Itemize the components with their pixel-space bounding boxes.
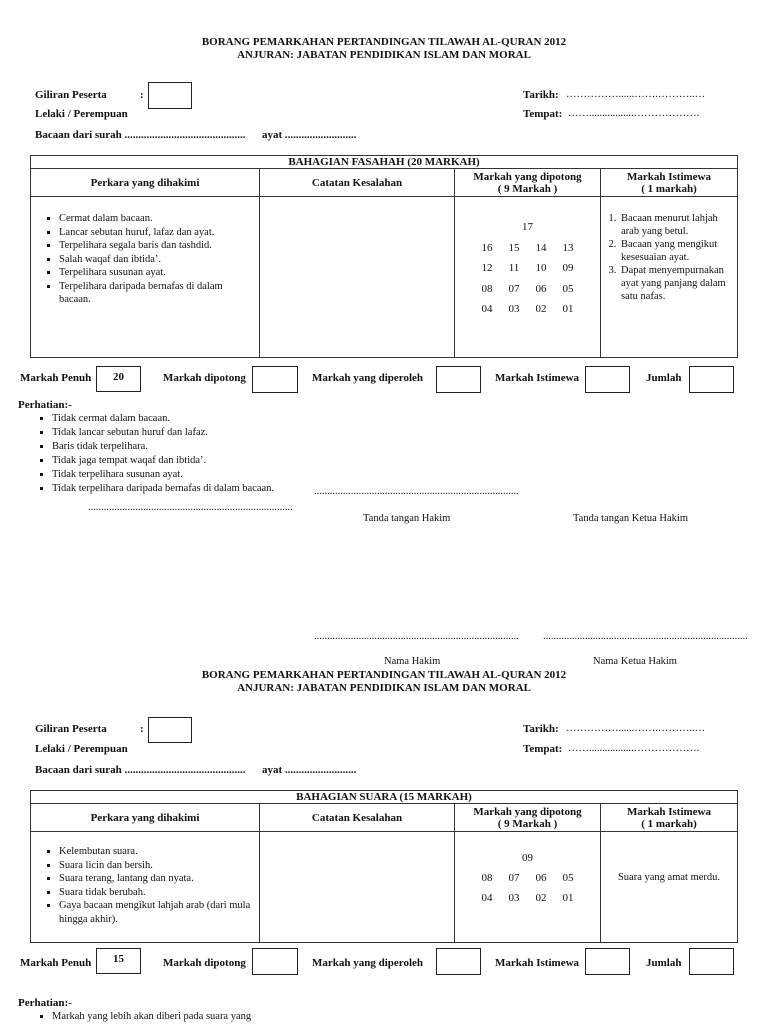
deduct-cell-2 bbox=[455, 832, 601, 943]
criteria-cell bbox=[31, 197, 260, 358]
special-header-line2: ( 1 markah) bbox=[641, 182, 697, 195]
special-header-line1: Markah Istimewa bbox=[626, 805, 712, 818]
jumlah-label: Jumlah bbox=[646, 372, 682, 384]
signature-ketua-label: Tanda tangan Ketua Hakim bbox=[573, 513, 689, 524]
form1-title: BORANG PEMARKAHAN PERTANDINGAN TILAWAH AL-QURAN 2012 bbox=[201, 36, 567, 48]
markah-dipotong-box-2[interactable] bbox=[252, 948, 298, 975]
special-text: Suara yang amat merdu. bbox=[617, 872, 721, 883]
markah-diperoleh-box-2[interactable] bbox=[436, 948, 481, 975]
ayat-field[interactable]: ayat .......................... bbox=[262, 129, 357, 141]
jumlah-label-2: Jumlah bbox=[646, 957, 682, 969]
deduct-value[interactable]: 09 bbox=[562, 262, 574, 274]
deduct-value[interactable]: 01 bbox=[562, 303, 574, 315]
form2-subtitle: ANJURAN: JABATAN PENDIDIKAN ISLAM DAN MORAL bbox=[237, 682, 531, 694]
deduct-header-line1: Markah yang dipotong bbox=[473, 170, 582, 183]
nama-hakim-line[interactable]: .............................................................................. bbox=[314, 631, 519, 642]
note-item: ▪ Tidak terpelihara susunan ayat. bbox=[52, 468, 520, 482]
deduct-value[interactable]: 11 bbox=[508, 262, 520, 274]
criteria-item: ▪ Kelembutan suara. bbox=[59, 845, 251, 859]
note-item: ▪ Tidak cermat dalam bacaan. bbox=[52, 412, 520, 426]
suara-section-title: BAHAGIAN SUARA (15 MARKAH) bbox=[31, 791, 738, 804]
tempat-label-2: Tempat: bbox=[523, 743, 563, 755]
note-item: ▪ Markah yang lebih akan diberi pada suara yang bbox=[52, 1010, 520, 1024]
criteria-item: ▪ Terpelihara segala baris dan tashdid. bbox=[59, 239, 251, 253]
note-item: ▪ Tidak lancar sebutan huruf dan lafaz. bbox=[52, 426, 520, 440]
form1-subtitle: ANJURAN: JABATAN PENDIDIKAN ISLAM DAN MORAL bbox=[237, 49, 531, 61]
deduct-value[interactable]: 08 bbox=[481, 282, 493, 295]
deduct-value[interactable]: 03 bbox=[508, 303, 520, 315]
col-deduct-header-2 bbox=[455, 804, 601, 832]
deduct-value[interactable]: 07 bbox=[508, 872, 520, 884]
form2-title: BORANG PEMARKAHAN PERTANDINGAN TILAWAH AL-QURAN 2012 bbox=[201, 669, 567, 681]
deduct-value[interactable]: 01 bbox=[562, 892, 574, 904]
criteria-item: ▪ Terpelihara susunan ayat. bbox=[59, 266, 251, 280]
special-cell-2 bbox=[601, 832, 738, 943]
fasahah-section-title: BAHAGIAN FASAHAH (20 MARKAH) bbox=[31, 156, 738, 169]
deduct-value-top[interactable]: 17 bbox=[522, 221, 533, 233]
col-deduct-header bbox=[455, 169, 601, 197]
special-header-line1: Markah Istimewa bbox=[626, 170, 712, 183]
note-dotted-line[interactable]: .............................................................................. bbox=[88, 502, 293, 513]
deduct-value[interactable]: 06 bbox=[535, 282, 547, 295]
markah-istimewa-label: Markah Istimewa bbox=[495, 372, 580, 384]
jumlah-box[interactable] bbox=[689, 366, 734, 393]
deduct-value[interactable]: 05 bbox=[562, 872, 574, 884]
giliran-colon-2: : bbox=[140, 723, 144, 735]
tarikh-label: Tarikh: bbox=[523, 89, 559, 101]
deduct-value[interactable]: 10 bbox=[535, 262, 547, 274]
note-item: ▪ Tidak jaga tempat waqaf dan ibtida’. bbox=[52, 454, 520, 468]
markah-istimewa-box-2[interactable] bbox=[585, 948, 630, 975]
markah-diperoleh-label: Markah yang diperoleh bbox=[312, 372, 424, 384]
nama-hakim-label: Nama Hakim bbox=[384, 656, 441, 667]
signature-hakim-label: Tanda tangan Hakim bbox=[363, 513, 451, 524]
ayat-field-2[interactable]: ayat .......................... bbox=[262, 764, 357, 776]
deduct-value[interactable]: 03 bbox=[508, 892, 520, 904]
deduct-value[interactable]: 04 bbox=[481, 303, 493, 315]
deduct-value[interactable]: 08 bbox=[481, 872, 493, 884]
giliran-label-2: Giliran Peserta bbox=[35, 723, 107, 735]
col-notes-header-2: Catatan Kesalahan bbox=[260, 804, 455, 832]
criteria-item: ▪ Suara licin dan bersih. bbox=[59, 859, 251, 873]
deduct-value[interactable]: 12 bbox=[481, 262, 493, 274]
special-item: 2. Bacaan yang mengikut kesesuaian ayat. bbox=[619, 238, 731, 264]
giliran-input[interactable] bbox=[148, 82, 192, 109]
deduct-value[interactable]: 05 bbox=[562, 282, 574, 295]
notes-cell[interactable] bbox=[260, 197, 455, 358]
nama-ketua-label: Nama Ketua Hakim bbox=[593, 656, 677, 667]
markah-penuh-box-2: 15 bbox=[96, 948, 141, 974]
surah-field[interactable]: Bacaan dari surah ............................................ bbox=[35, 129, 246, 141]
markah-penuh-label: Markah Penuh bbox=[20, 372, 92, 384]
deduct-value-top[interactable]: 09 bbox=[522, 852, 533, 864]
deduct-value[interactable]: 07 bbox=[508, 282, 520, 295]
gender-label: Lelaki / Perempuan bbox=[35, 108, 128, 120]
deduct-value[interactable]: 06 bbox=[535, 872, 547, 884]
note-item: ▪ Baris tidak terpelihara. bbox=[52, 440, 520, 454]
giliran-label: Giliran Peserta bbox=[35, 89, 107, 101]
special-item: 3. Dapat menyempurnakan ayat yang panjang dalam satu nafas. bbox=[619, 264, 731, 303]
markah-dipotong-box[interactable] bbox=[252, 366, 298, 393]
deduct-value[interactable]: 04 bbox=[481, 892, 493, 904]
note-dotted-line[interactable]: .............................................................................. bbox=[314, 486, 519, 497]
criteria-item: ▪ Terpelihara daripada bernafas di dalam bacaan. bbox=[59, 280, 251, 307]
perhatian-list bbox=[0, 412, 520, 496]
note-item: ▪ Tidak terpelihara daripada bernafas di dalam bacaan. bbox=[52, 482, 520, 496]
deduct-value[interactable]: 16 bbox=[481, 241, 493, 254]
markah-penuh-label-2: Markah Penuh bbox=[20, 957, 92, 969]
criteria-item: ▪ Lancar sebutan huruf, lafaz dan ayat. bbox=[59, 226, 251, 240]
deduct-cell bbox=[455, 197, 601, 358]
jumlah-box-2[interactable] bbox=[689, 948, 734, 975]
markah-dipotong-label-2: Markah dipotong bbox=[163, 957, 246, 969]
markah-diperoleh-box[interactable] bbox=[436, 366, 481, 393]
suara-table bbox=[30, 790, 738, 943]
col-special-header bbox=[601, 169, 738, 197]
notes-cell-2[interactable] bbox=[260, 832, 455, 943]
criteria-cell-2 bbox=[31, 832, 260, 943]
deduct-header-line1: Markah yang dipotong bbox=[473, 805, 582, 818]
markah-istimewa-label-2: Markah Istimewa bbox=[495, 957, 580, 969]
criteria-item: ▪ Suara terang, lantang dan nyata. bbox=[59, 872, 251, 886]
col-notes-header: Catatan Kesalahan bbox=[260, 169, 455, 197]
criteria-item: ▪ Suara tidak berubah. bbox=[59, 886, 251, 900]
deduct-value[interactable]: 02 bbox=[535, 303, 547, 315]
nama-ketua-line[interactable]: .............................................................................. bbox=[543, 631, 748, 642]
markah-dipotong-label: Markah dipotong bbox=[163, 372, 246, 384]
deduct-value[interactable]: 14 bbox=[535, 241, 547, 254]
tempat-field[interactable]: …….................………………. bbox=[568, 108, 700, 119]
tarikh-label-2: Tarikh: bbox=[523, 723, 559, 735]
col-special-header-2 bbox=[601, 804, 738, 832]
giliran-input-2[interactable] bbox=[148, 717, 192, 743]
markah-istimewa-box[interactable] bbox=[585, 366, 630, 393]
special-item: 1. Bacaan menurut lahjah arab yang betul. bbox=[619, 212, 731, 238]
col-criteria-header-2: Perkara yang dihakimi bbox=[31, 804, 260, 832]
tempat-label: Tempat: bbox=[523, 108, 563, 120]
perhatian-label: Perhatian:- bbox=[18, 399, 72, 411]
perhatian-list-2 bbox=[0, 1010, 520, 1024]
deduct-header-line2: ( 9 Markah ) bbox=[497, 817, 558, 830]
tarikh-field-2[interactable]: ……………......…….………..… bbox=[566, 723, 706, 734]
markah-penuh-box: 20 bbox=[96, 366, 141, 392]
perhatian-label-2: Perhatian:- bbox=[18, 997, 72, 1009]
special-header-line2: ( 1 markah) bbox=[641, 817, 697, 830]
deduct-value[interactable]: 15 bbox=[508, 241, 520, 254]
criteria-item: ▪ Cermat dalam bacaan. bbox=[59, 212, 251, 226]
special-cell bbox=[601, 197, 738, 358]
deduct-value[interactable]: 02 bbox=[535, 892, 547, 904]
giliran-colon: : bbox=[140, 89, 144, 101]
surah-field-2[interactable]: Bacaan dari surah ............................................ bbox=[35, 764, 246, 776]
tarikh-field[interactable]: ……………......…….………..… bbox=[566, 89, 706, 100]
fasahah-table bbox=[30, 155, 738, 358]
criteria-item: ▪ Gaya bacaan mengikut lahjah arab (dari mula hingga akhir). bbox=[59, 899, 251, 926]
markah-diperoleh-label-2: Markah yang diperoleh bbox=[312, 957, 424, 969]
deduct-value[interactable]: 13 bbox=[562, 241, 574, 254]
col-criteria-header: Perkara yang dihakimi bbox=[31, 169, 260, 197]
deduct-header-line2: ( 9 Markah ) bbox=[497, 182, 558, 195]
criteria-item: ▪ Salah waqaf dan ibtida’. bbox=[59, 253, 251, 267]
tempat-field-2[interactable]: …….................………………. bbox=[568, 743, 700, 754]
gender-label-2: Lelaki / Perempuan bbox=[35, 743, 128, 755]
